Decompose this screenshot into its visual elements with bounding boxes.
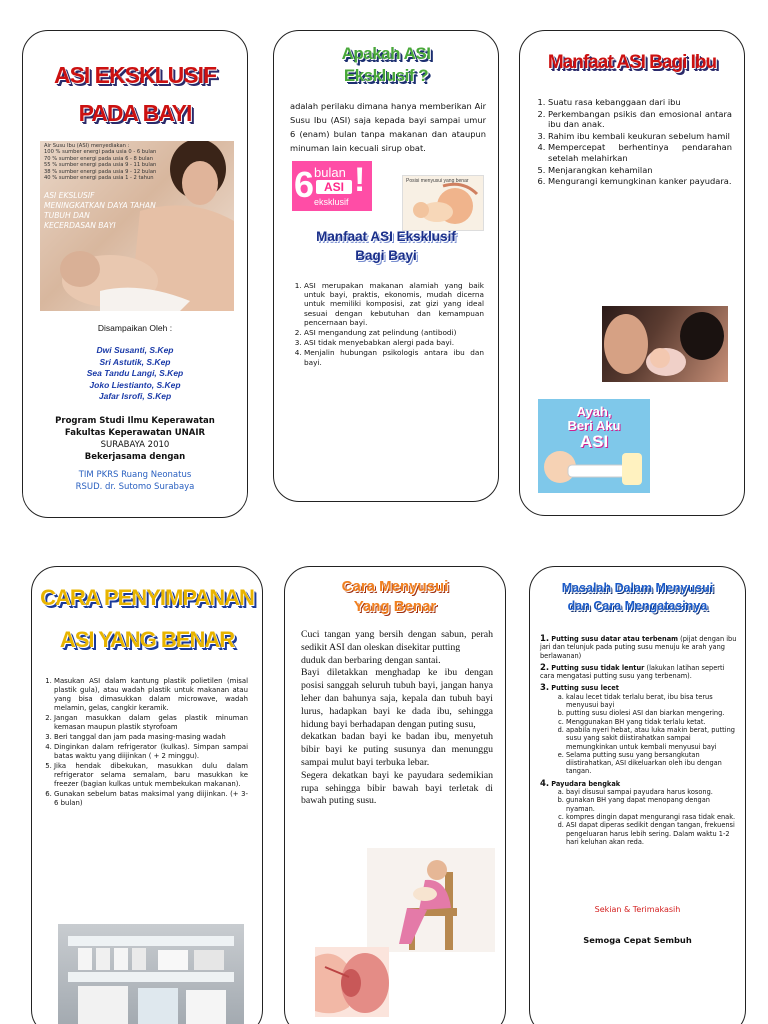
mother-breastfeeding-photo [40,141,234,311]
cover-panel [22,30,248,518]
definition-title-line-1: Apakah ASI [341,44,431,63]
list-item: c. Menggunakan BH yang tidak terlalu ketat. [566,718,740,726]
author-name: Joko Liestianto, S.Kep [89,379,181,390]
city-year: SURABAYA 2010 [100,440,170,450]
seated-breastfeeding-illustration [367,848,495,952]
author-name: Sea Tandu Langi, S.Kep [86,368,184,378]
storage-title-line-2: ASI YANG BENAR [59,627,235,652]
list-item: b. putting susu diolesi ASI dan biarkan mengering. [566,709,740,717]
logo-subtitle: eksklusif [314,197,349,207]
list-item: b. gunakan BH yang dapat menopang dengan nyaman. [566,796,740,813]
institution-block [23,415,247,463]
list-item: d. ASI dapat diperas sedikit dengan tangan, frekuensi pengeluaran harus lebih sering. Dalam waktu 1-2 hari keluhan akan reda. [566,821,740,846]
baby-benefits-list [288,281,484,368]
author-name: Dwi Susanti, S.Kep [96,345,174,355]
list-item: 3. ASI tidak menyebabkan alergi pada bayi. [304,338,484,347]
list-item: 2. ASI mengandung zat pelindung (antibodi) [304,328,484,337]
list-item: 2. Perkembangan psikis dan emosional antara ibu dan anak. [548,109,732,130]
energy-facts-text: Air Susu Ibu (ASI) menyediakan : 100 % sumber energi pada usia 0 - 6 bulan 70 % sumber energi pada usia 6 - 8 bulan 55 % sumber energi pada usia 9 - 11 bulan 38 % sumber energi pada usia 9 - 12 bulan 40 % sumber energi pada usia 1 - 2 tahun [44,143,157,182]
list-item: 3. Rahim ibu kembali keukuran sebelum hamil [548,131,732,142]
problems-title [530,579,745,615]
method-paragraph: Segera dekatkan bayi ke payudara sedemikian rupa sehingga bibir bawah bayi terletak di bawah puting susu. [301,769,493,807]
list-item: a. bayi disusui sampai payudara harus kosong. [566,788,740,796]
author-name: Jafar Isrofi, S.Kep [98,391,172,401]
problem-item: 1. Putting susu datar atau terbenam (pijat dengan ibu jari dan telunjuk pada puting susu menuju ke arah yang berlawanan) [540,634,737,660]
breastfeeding-method-panel [284,566,506,1024]
definition-text: adalah perilaku dimana hanya memberikan Air Susu Ibu (ASI) saja kepada bayi sampai umur 6 (enam) bulan tanpa makanan dan ataupun minuman lain kecuali sirup obat. [290,101,486,153]
book-cover-title: Ayah, Beri Aku ASI [567,404,621,451]
method-text [301,629,493,808]
list-item: 3. Beri tanggal dan jam pada masing-masing wadah [54,733,248,742]
list-item: 2. Jangan masukkan dalam gelas plastik minuman kemasan maupun plastik styrofoam [54,714,248,732]
baby-benefits-title [274,227,498,265]
breastfeeding-diagram-graphic [403,176,484,231]
list-item: 4. Dinginkan dalam refrigerator (kulkas). Simpan sampai batas waktu yang diijinkan ( + 2 minggu). [54,743,248,761]
six-months-logo [292,161,372,211]
seated-mother-graphic [367,848,495,952]
problem-item: 3. Putting susu lecet a. kalau lecet tidak terlalu berat, ibu bisa terus menyusui bayi b. putting susu diolesi ASI dan biarkan mengering. c. Menggunakan BH yang tidak terlalu ketat. d. apabila nyeri hebat, atau luka makin berat, putting susu yang sakit diistirahatkan sampai memungkinkan untuk kembali menyusui bayi e. Selama putting susu yang bersangkutan diistirahatkan, ASI dikeluarkan oleh ibu dengan tangan. [540,684,740,775]
problem-sublist [540,693,740,776]
baby-benefits-title-line-2: Bagi Bayi [355,248,417,263]
latch-anatomy-graphic [315,947,389,1017]
logo-number: 6 [294,164,315,205]
method-title [285,577,505,617]
cover-title [23,61,247,127]
problems-panel [529,566,746,1024]
storage-steps-list [38,677,248,809]
cover-title-line-1: ASI EKSKLUSIF [53,62,217,88]
list-item: 1. ASI merupakan makanan alamiah yang baik untuk bayi, praktis, ekonomis, mudah dicerna untuk memiliki komposisi, zat gizi yang ideal sesuai dengan kebutuhan dan kemampuan pencernaan bayi. [304,281,484,327]
list-item: e. Selama putting susu yang bersangkutan diistirahatkan, ASI dikeluarkan oleh ibu dengan tangan. [566,751,740,776]
photo-slogan: ASI EKSLUSIF MENINGKATKAN DAYA TAHAN TUBUH DAN KECERDASAN BAYI [44,191,156,230]
method-title-line-1: Cara Menyusui [341,578,449,595]
author-name: Sri Astutik, S.Kep [99,356,171,367]
list-item: 5. Menjarangkan kehamilan [548,165,732,176]
program-name: Program Studi Ilmu Keperawatan [55,416,215,426]
logo-exclaim: ! [354,161,366,199]
problem-sublist [540,788,740,846]
list-item: 6. Gunakan sebelum batas maksimal yang diijinkan. (+ 3-6 bulan) [54,790,248,808]
mother-benefits-list [532,97,732,188]
storage-title-line-1: CARA PENYIMPANAN [40,585,254,610]
list-item: 5. Jika hendak dibekukan, masukkan dulu dalam refrigerator selama semalam, baru masukkan ke freezer (bagian kulkas untuk membekukan makanan). [54,762,248,789]
latch-anatomy-illustration [315,947,389,1017]
author-list [23,345,247,403]
list-item: a. kalau lecet tidak terlalu berat, ibu bisa terus menyusui bayi [566,693,740,710]
freezer-storage-graphic [58,924,244,1024]
problems-title-line-2: dan Cara Mengatasinya [567,599,708,613]
storage-title [32,585,262,653]
logo-asi: ASI [316,180,352,194]
partner-hospital: RSUD. dr. Sutomo Surabaya [75,482,195,492]
problem-item: 4. Payudara bengkak a. bayi disusui sampai payudara harus kosong. b. gunakan BH yang dapat menopang dengan nyaman. c. kompres dingin dapat mengurangi rasa tidak enak. d. ASI dapat diperas sedikit dengan tangan, frekuensi pengeluaran harus lebih sering. Dalam waktu 1-2 hari keluhan akan reda. [540,780,740,846]
closing-wish: Semoga Cepat Sembuh [583,935,692,945]
list-item: 4. Mempercepat berhentinya pendarahan setelah melahirkan [548,142,732,163]
baby-bottle-illustration [538,443,650,493]
baby-benefits-title-line-1: Manfaat ASI Eksklusif [316,229,456,244]
method-paragraph: Cuci tangan yang bersih dengan sabun, perah sedikit ASI dan oleskan disekitar putting [301,629,493,653]
definition-title-line-2: Eksklusif ? [343,66,429,85]
method-paragraph: duduk dan berbaring dengan santai. [301,654,441,666]
mother-holding-baby-graphic [602,306,728,382]
storage-panel [31,566,263,1024]
problems-title-line-1: Masalah Dalam Menyusui [561,581,714,595]
ayah-beri-aku-asi-book-cover [538,399,650,493]
breastfeeding-position-diagram [402,175,484,231]
method-paragraph: dekatkan badan bayi ke badan ibu, menyetuh bibir bayi ke puting susunya dan menunggu sampai mulut bayi terbuka lebar. [301,731,493,768]
mother-benefits-title: Manfaat ASI Bagi Ibu [547,52,717,73]
partner-block [23,469,247,493]
cooperation-label: Bekerjasama dengan [84,452,186,462]
method-paragraph: Bayi diletakkan menghadap ke ibu dengan posisi sanggah seluruh tubuh bayi, jangan hanya leher dan bahunya saja, kepala dan tubuh bayi lurus, hadapkan bayi ke dada ibu, sehingga hidung bayi berhadapan dengan puting susu, [301,667,493,730]
closing-thanks: Sekian & Terimakasih [594,905,681,914]
definition-panel [273,30,499,502]
mother-holding-baby-photo [602,306,728,382]
problem-item: 2. Putting susu tidak lentur (lakukan latihan seperti cara mengatasi putting susu yang terbenam). [540,662,725,681]
list-item: 4. Menjalin hubungan psikologis antara ibu dan bayi. [304,348,484,366]
cover-title-line-2: PADA BAYI [78,100,192,126]
list-item: d. apabila nyeri hebat, atau luka makin berat, putting susu yang sakit diistirahatkan sampai memungkinkan untuk kembali menyusui bayi [566,726,740,751]
mother-benefits-panel [519,30,745,516]
list-item: c. kompres dingin dapat mengurangi rasa tidak enak. [566,813,740,821]
faculty-name: Fakultas Keperawatan UNAIR [64,428,206,438]
presented-by-label: Disampaikan Oleh : [97,323,173,333]
method-title-line-2: Yang Benar [353,598,437,615]
partner-team: TIM PKRS Ruang Neonatus [78,470,192,480]
freezer-storage-photo [58,924,244,1024]
list-item: 1. Suatu rasa kebanggaan dari ibu [548,97,732,108]
definition-title [274,43,498,87]
logo-word: bulan [314,165,346,180]
diagram-caption: Posisi menyusui yang benar [406,178,469,184]
list-item: 6. Mengurangi kemungkinan kanker payudara. [548,176,732,187]
list-item: 1. Masukan ASI dalam kantung plastik polietilen (misal plastik gula), atau wadah plastik untuk makanan atau yang bisa dimasukkan dalam microwave, wadah melamin, gelas, cangkir keramik. [54,677,248,713]
problems-list [540,635,740,850]
